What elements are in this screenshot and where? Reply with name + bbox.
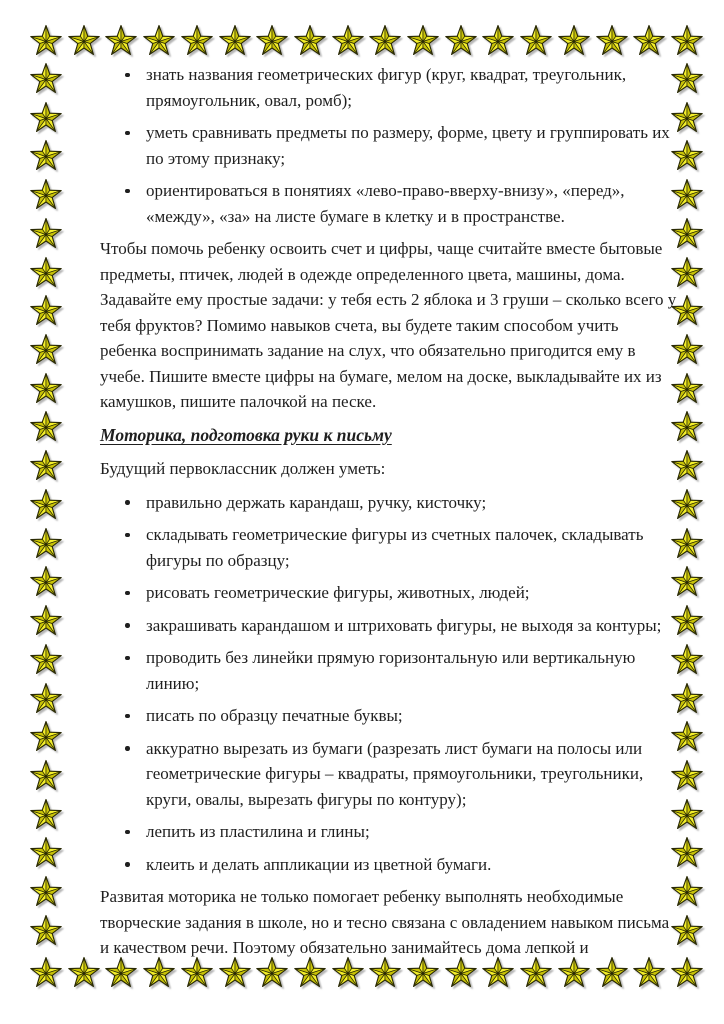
star-icon [443, 24, 479, 60]
star-icon [669, 24, 705, 60]
star-icon [28, 798, 64, 834]
paragraph-first-grader-should: Будущий первоклассник должен уметь: [100, 459, 386, 478]
bullet-dot-icon [125, 656, 130, 661]
bullet-dot-icon [125, 73, 130, 78]
list-item-text: лепить из пластилина и глины; [146, 822, 370, 841]
bullet-dot-icon [125, 746, 130, 751]
star-icon [292, 24, 328, 60]
star-icon [330, 24, 366, 60]
star-icon [28, 372, 64, 408]
star-icon [66, 956, 102, 992]
star-icon [28, 604, 64, 640]
star-icon [28, 178, 64, 214]
list-item [100, 62, 678, 113]
star-icon [28, 759, 64, 795]
star-icon [28, 875, 64, 911]
list-item [100, 645, 678, 696]
star-icon [217, 24, 253, 60]
star-icon [480, 24, 516, 60]
star-icon [28, 256, 64, 292]
star-icon [405, 24, 441, 60]
star-icon [518, 24, 554, 60]
star-icon [28, 565, 64, 601]
star-icon [28, 488, 64, 524]
paragraph-counting-advice: Чтобы помочь ребенку освоить счет и цифры, чаще считайте вместе бытовые предметы, птичек, людей в одежде определенного цвета, машины, дома. Задавайте ему простые задачи: у тебя есть 2 яблока и 3 груши – сколько всего у тебя фруктов? Помимо навыков счета, вы будете таким способом учить ребенка воспринимать задание на слух, что обязательно пригодится ему в учебе. Пишите вместе цифры на бумаге, мелом на доске, выкладывайте их из камушков, пишите палочкой на песке. [100, 239, 677, 411]
star-border-top [28, 24, 705, 60]
list-item-text: ориентироваться в понятиях «лево-право-вверху-внизу», «перед», «между», «за» на листе бумаге в клетку и в пространстве. [146, 181, 625, 226]
bullet-dot-icon [125, 500, 130, 505]
list-item-text: писать по образцу печатные буквы; [146, 706, 403, 725]
star-icon [28, 24, 64, 60]
list-item [100, 490, 678, 516]
star-icon [28, 333, 64, 369]
bullet-dot-icon [125, 591, 130, 596]
star-icon [28, 449, 64, 485]
list-item [100, 120, 678, 171]
star-icon [28, 62, 64, 98]
bullet-dot-icon [125, 623, 130, 628]
list-item [100, 522, 678, 573]
list-item [100, 852, 678, 878]
list-item [100, 736, 678, 813]
star-icon [28, 643, 64, 679]
bullet-dot-icon [125, 862, 130, 867]
star-icon [103, 24, 139, 60]
star-icon [594, 24, 630, 60]
bullet-dot-icon [125, 189, 130, 194]
document-content [100, 62, 678, 969]
star-icon [28, 956, 64, 992]
star-icon [631, 24, 667, 60]
bullet-dot-icon [125, 131, 130, 136]
list-item [100, 613, 678, 639]
list-item-text: правильно держать карандаш, ручку, кисточку; [146, 492, 487, 512]
bullet-dot-icon [125, 533, 130, 538]
star-icon [28, 914, 64, 950]
list-item [100, 703, 678, 729]
star-icon [179, 24, 215, 60]
bullet-dot-icon [125, 830, 130, 835]
list-item-text: складывать геометрические фигуры из счетных палочек, складывать фигуры по образцу; [146, 525, 644, 570]
star-icon [28, 294, 64, 330]
star-icon [254, 24, 290, 60]
list-item [100, 178, 678, 229]
list-item [100, 819, 678, 845]
skills-list-math [100, 62, 678, 229]
star-icon [28, 527, 64, 563]
star-icon [66, 24, 102, 60]
list-item-text: уметь сравнивать предметы по размеру, форме, цвету и группировать их по этому признаку; [146, 123, 670, 168]
star-icon [367, 24, 403, 60]
list-item-text: клеить и делать аппликации из цветной бумаги. [146, 854, 492, 874]
star-border-left [28, 62, 64, 950]
star-icon [28, 217, 64, 253]
skills-list-motor [100, 490, 678, 878]
star-icon [28, 836, 64, 872]
star-icon [28, 682, 64, 718]
star-icon [28, 139, 64, 175]
list-item-text: знать названия геометрических фигур (круг, квадрат, треугольник, прямоугольник, овал, ромб); [146, 65, 627, 110]
section-heading-motor-skills: Моторика, подготовка руки к письму [100, 424, 392, 445]
star-icon [28, 720, 64, 756]
star-icon [28, 101, 64, 137]
paragraph-motor-skills-benefits: Развитая моторика не только помогает ребенку выполнять необходимые творческие задания в школе, но и тесно связана с овладением навыком письма и качеством речи. Поэтому обязательно занимайтесь дома лепкой и [100, 887, 670, 957]
list-item-text: проводить без линейки прямую горизонтальную или вертикальную линию; [146, 648, 636, 693]
star-icon [556, 24, 592, 60]
list-item-text: закрашивать карандашом и штриховать фигуры, не выходя за контуры; [146, 615, 662, 635]
list-item-text: аккуратно вырезать из бумаги (разрезать лист бумаги на полосы или геометрические фигуры – квадраты, прямоугольники, треугольники, круги, овалы, вырезать фигуры по контуру); [146, 738, 644, 809]
star-icon [141, 24, 177, 60]
list-item [100, 580, 678, 606]
star-icon [28, 410, 64, 446]
list-item-text: рисовать геометрические фигуры, животных, людей; [146, 583, 530, 602]
bullet-dot-icon [125, 714, 130, 719]
